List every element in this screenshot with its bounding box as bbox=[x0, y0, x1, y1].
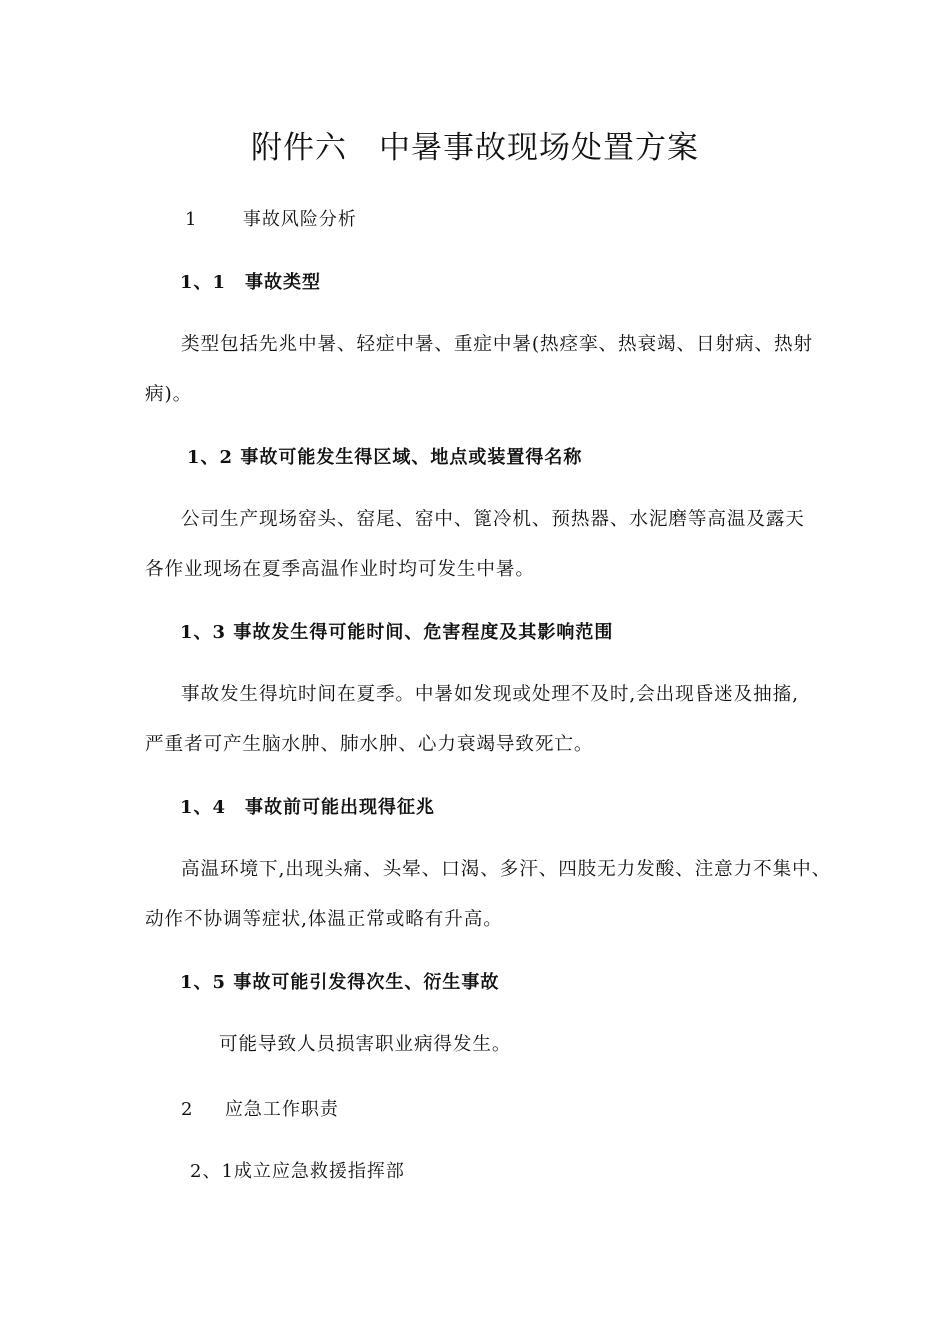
section-1-4-paragraph-line-2: 动作不协调等症状,体温正常或略有升高。 bbox=[145, 909, 503, 930]
section-1-number: 1 bbox=[185, 209, 198, 230]
section-1-5-paragraph-line-1: 可能导致人员损害职业病得发生。 bbox=[219, 1034, 512, 1055]
section-1-4-paragraph-line-1: 高温环境下,出现头痛、头晕、口渴、多汗、四肢无力发酸、注意力不集中、 bbox=[181, 859, 832, 880]
section-1-1-heading: 1、1 事故类型 bbox=[180, 272, 322, 293]
section-2-1-heading: 2、1成立应急救援指挥部 bbox=[190, 1161, 405, 1182]
section-1-1-paragraph-line-1: 类型包括先兆中暑、轻症中暑、重症中暑(热痉挛、热衰竭、日射病、热射 bbox=[181, 334, 813, 355]
section-1-2-paragraph-line-2: 各作业现场在夏季高温作业时均可发生中暑。 bbox=[145, 559, 535, 580]
document-title: 附件六 中暑事故现场处置方案 bbox=[251, 130, 699, 166]
section-1-2-heading: 1、2 事故可能发生得区域、地点或装置得名称 bbox=[187, 447, 583, 468]
section-1-heading bbox=[185, 211, 357, 229]
section-1-1-paragraph-line-2: 病)。 bbox=[145, 384, 193, 405]
section-1-3-paragraph-line-2: 严重者可产生脑水肿、肺水肿、心力衰竭导致死亡。 bbox=[145, 734, 594, 755]
section-2-number: 2 bbox=[181, 1099, 194, 1120]
section-1-4-heading: 1、4 事故前可能出现得征兆 bbox=[180, 797, 436, 818]
section-2-heading bbox=[181, 1101, 339, 1119]
section-1-3-paragraph-line-1: 事故发生得坑时间在夏季。中暑如发现或处理不及时,会出现昏迷及抽搐, bbox=[181, 684, 799, 705]
section-1-title: 事故风险分析 bbox=[242, 209, 357, 230]
section-1-3-heading: 1、3 事故发生得可能时间、危害程度及其影响范围 bbox=[180, 622, 614, 643]
section-1-2-paragraph-line-1: 公司生产现场窑头、窑尾、窑中、篦冷机、预热器、水泥磨等高温及露天 bbox=[181, 509, 805, 530]
section-2-title: 应急工作职责 bbox=[224, 1099, 339, 1120]
section-1-5-heading: 1、5 事故可能引发得次生、衍生事故 bbox=[180, 972, 500, 993]
